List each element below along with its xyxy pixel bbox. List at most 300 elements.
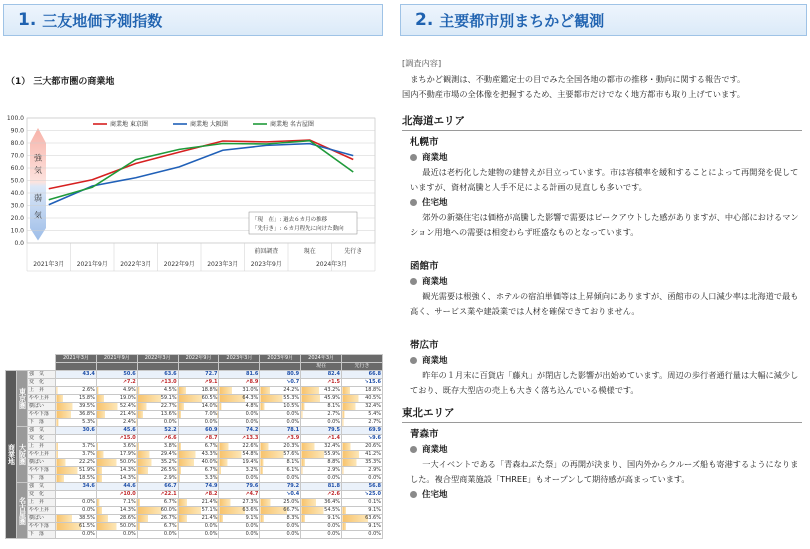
y-tick-label: 0.0 bbox=[14, 240, 24, 247]
row-label: 下 落 bbox=[28, 531, 56, 539]
row-label: 強 気 bbox=[28, 427, 56, 435]
row-label: 上 昇 bbox=[28, 387, 56, 395]
x-tick-label: 2022年9月 bbox=[163, 261, 195, 268]
table-cell: 0.1% bbox=[342, 499, 383, 507]
table-cell: 14.3% bbox=[96, 467, 137, 475]
bullet-icon bbox=[410, 199, 417, 206]
table-cell: ↗4.7 bbox=[219, 491, 260, 499]
x-tick-label: 2023年9月 bbox=[250, 261, 282, 268]
band-label-strong: 気 bbox=[34, 166, 42, 175]
table-cell: 0.0% bbox=[178, 523, 219, 531]
table-cell: 66.7% bbox=[260, 507, 301, 515]
category-label: 商業地 bbox=[422, 152, 448, 163]
row-label: 強 気 bbox=[28, 483, 56, 491]
table-cell: 3.3% bbox=[178, 475, 219, 483]
intro-text: 国内不動産市場の全体像を把握するため、主要都市だけでなく地方都市も取り上げています。 bbox=[402, 89, 745, 99]
band-label-weak: 気 bbox=[34, 211, 42, 220]
table-cell: 43.4 bbox=[56, 371, 97, 379]
table-cell: 4.9% bbox=[96, 387, 137, 395]
section-title: 主要都市別まちかど観測 bbox=[439, 11, 605, 30]
table-cell: 44.6 bbox=[96, 483, 137, 491]
table-row bbox=[6, 483, 383, 491]
y-tick-label: 20.0 bbox=[10, 215, 24, 222]
table-cell: 14.3% bbox=[96, 475, 137, 483]
legend-entry: 商業地 名古屋圏 bbox=[270, 121, 314, 128]
survey-heading: [調査内容] bbox=[402, 58, 442, 68]
column-header: 2023年3月 bbox=[219, 355, 260, 363]
table-row bbox=[6, 443, 383, 451]
table-cell: 50.0% bbox=[96, 459, 137, 467]
row-label: やや下落 bbox=[28, 411, 56, 419]
table-cell: 0.0% bbox=[260, 419, 301, 427]
table-cell: 8.8% bbox=[301, 459, 342, 467]
table-cell: 2.9% bbox=[342, 467, 383, 475]
column-header bbox=[342, 355, 383, 363]
region-label: 名古屋圏 bbox=[17, 483, 28, 539]
body-text: 最近は老朽化した建物の建替えが目立っています。市は容積率を緩和することによって再開発を促していますが、資材高騰と人手不足による計画の見直しも多いです。 bbox=[410, 166, 799, 192]
table-cell: 0.0% bbox=[56, 507, 97, 515]
table-cell: 7.1% bbox=[96, 499, 137, 507]
table-cell: 26.7% bbox=[137, 515, 178, 523]
table-cell: 59.1% bbox=[137, 395, 178, 403]
city-heading-obihiro: 帯広市 bbox=[410, 339, 439, 351]
table-cell: 14.3% bbox=[96, 507, 137, 515]
table-cell: 18.8% bbox=[342, 387, 383, 395]
table-cell: 50.6 bbox=[96, 371, 137, 379]
table-cell: ↗7.2 bbox=[96, 379, 137, 387]
column-header: 2023年9月 bbox=[260, 355, 301, 363]
table-cell: 40.0% bbox=[178, 459, 219, 467]
y-tick-label: 80.0 bbox=[10, 140, 24, 147]
y-tick-label: 100.0 bbox=[6, 115, 24, 122]
table-row bbox=[6, 467, 383, 475]
table-cell: ↗6.6 bbox=[137, 435, 178, 443]
column-header: 2024年3月 bbox=[301, 355, 342, 363]
row-label: 上 昇 bbox=[28, 443, 56, 451]
table-cell: 31.0% bbox=[219, 387, 260, 395]
category-commercial bbox=[410, 151, 802, 165]
table-cell: 5.4% bbox=[342, 411, 383, 419]
table-cell: 6.1% bbox=[260, 467, 301, 475]
table-cell: 21.4% bbox=[178, 499, 219, 507]
table-cell: 0.0% bbox=[342, 531, 383, 539]
table-cell: 63.6% bbox=[342, 515, 383, 523]
x-tick-label: 現在 bbox=[303, 248, 316, 255]
bullet-icon bbox=[410, 446, 417, 453]
table-cell: 63.6% bbox=[219, 507, 260, 515]
table-cell: 18.8% bbox=[178, 387, 219, 395]
table-cell: 30.6 bbox=[56, 427, 97, 435]
category-residential bbox=[410, 488, 802, 502]
table-cell: ↗13.0 bbox=[137, 379, 178, 387]
column-subheader: 先行き bbox=[342, 363, 383, 371]
table-cell: 60.5% bbox=[178, 395, 219, 403]
table-cell: 20.3% bbox=[260, 443, 301, 451]
table-cell: 52.2 bbox=[137, 427, 178, 435]
category-label: 商業地 bbox=[422, 444, 448, 455]
y-tick-label: 10.0 bbox=[10, 227, 24, 235]
table-cell: 4.5% bbox=[137, 387, 178, 395]
table-cell: 19.4% bbox=[219, 459, 260, 467]
table-cell: 79.5 bbox=[301, 427, 342, 435]
forecast-table bbox=[5, 354, 383, 539]
category-residential bbox=[410, 196, 802, 210]
table-cell: 41.2% bbox=[342, 451, 383, 459]
table-cell: 60.0% bbox=[137, 507, 178, 515]
table-cell: 0.0% bbox=[56, 499, 97, 507]
table-cell: ↘0.4 bbox=[260, 491, 301, 499]
table-cell: 74.9 bbox=[178, 483, 219, 491]
x-tick-label: 2024年3月 bbox=[315, 261, 348, 268]
table-row bbox=[6, 379, 383, 387]
category-label: 商業地 bbox=[422, 276, 448, 287]
table-cell: 56.8 bbox=[342, 483, 383, 491]
table-cell: 40.5% bbox=[342, 395, 383, 403]
table-cell: 9.1% bbox=[219, 515, 260, 523]
x-tick-label: 2021年3月 bbox=[33, 261, 65, 268]
band-label-weak: 弱 bbox=[34, 193, 42, 203]
table-cell: 55.9% bbox=[301, 451, 342, 459]
table-cell: 69.9 bbox=[342, 427, 383, 435]
table-row bbox=[6, 515, 383, 523]
region-label: 東京圏 bbox=[17, 371, 28, 427]
table-cell: 4.8% bbox=[219, 403, 260, 411]
table-cell: ↘25.0 bbox=[342, 491, 383, 499]
row-label: やや上昇 bbox=[28, 395, 56, 403]
table-cell: ↘15.6 bbox=[342, 379, 383, 387]
table-cell: 35.2% bbox=[137, 459, 178, 467]
table-row bbox=[6, 403, 383, 411]
table-cell: 0.0% bbox=[260, 475, 301, 483]
section-title: 三友地価予測指数 bbox=[42, 11, 163, 30]
table-cell: 2.9% bbox=[301, 467, 342, 475]
row-label: 強 気 bbox=[28, 371, 56, 379]
table-cell: 66.8 bbox=[342, 371, 383, 379]
x-tick-label: 先行き bbox=[344, 248, 363, 255]
category-label: 商業地 bbox=[422, 355, 448, 366]
table-cell: 61.5% bbox=[56, 523, 97, 531]
row-label: やや上昇 bbox=[28, 451, 56, 459]
table-cell: 80.9 bbox=[260, 371, 301, 379]
table-cell: 9.1% bbox=[342, 507, 383, 515]
table-cell: 6.7% bbox=[137, 499, 178, 507]
row-label: 変 化 bbox=[28, 491, 56, 499]
column-subheader bbox=[260, 363, 301, 371]
row-label: 横ばい bbox=[28, 459, 56, 467]
y-tick-label: 70.0 bbox=[10, 152, 24, 160]
table-side-label: 商業地 bbox=[6, 371, 17, 539]
x-tick-label: 2021年9月 bbox=[76, 261, 108, 268]
table-cell: 43.3% bbox=[178, 451, 219, 459]
body-text: 一大イベントである「青森ねぶた祭」の再開が決まり、国内外からクルーズ船も寄港するようになりました。複合型商業施設「THREE」もオープンして期待感が高まっています。 bbox=[410, 458, 799, 484]
table-cell: 28.6% bbox=[96, 515, 137, 523]
table-cell: 2.6% bbox=[56, 387, 97, 395]
table-cell: 3.6% bbox=[96, 443, 137, 451]
section-header-left bbox=[3, 4, 383, 36]
table-cell: 6.7% bbox=[137, 523, 178, 531]
table-cell bbox=[56, 379, 97, 387]
y-tick-label: 90.0 bbox=[10, 127, 24, 135]
table-row bbox=[6, 419, 383, 427]
table-cell: 0.0% bbox=[219, 411, 260, 419]
city-heading-hakodate: 函館市 bbox=[410, 260, 439, 272]
bullet-icon bbox=[410, 357, 417, 364]
body-text: 郊外の新築住宅は価格が高騰した影響で需要はピークアウトした感がありますが、中心部におけるマンション用地への需要は相変わらず旺盛なものとなっています。 bbox=[410, 211, 799, 237]
table-cell: 0.0% bbox=[260, 531, 301, 539]
row-label: やや上昇 bbox=[28, 507, 56, 515]
table-row bbox=[6, 395, 383, 403]
row-label: やや下落 bbox=[28, 467, 56, 475]
section-number: 2. bbox=[415, 10, 434, 30]
column-header: 2021年9月 bbox=[96, 355, 137, 363]
table-cell: 0.0% bbox=[301, 531, 342, 539]
category-commercial bbox=[410, 275, 802, 289]
table-cell: ↗8.7 bbox=[178, 435, 219, 443]
table-corner bbox=[6, 355, 56, 371]
chart-subheading: （1） 三大都市圏の商業地 bbox=[6, 77, 115, 87]
legend-entry: 商業地 東京圏 bbox=[110, 121, 148, 128]
table-row bbox=[6, 531, 383, 539]
table-cell: 17.9% bbox=[96, 451, 137, 459]
table-cell: 7.0% bbox=[178, 411, 219, 419]
category-commercial bbox=[410, 443, 802, 457]
table-cell: 0.0% bbox=[301, 523, 342, 531]
table-cell: 0.0% bbox=[301, 419, 342, 427]
table-row bbox=[6, 427, 383, 435]
table-cell: 9.1% bbox=[301, 515, 342, 523]
table-cell: 50.0% bbox=[96, 523, 137, 531]
table-cell: 8.3% bbox=[260, 515, 301, 523]
table-cell: 72.7 bbox=[178, 371, 219, 379]
table-cell: 25.0% bbox=[260, 499, 301, 507]
table-cell: 52.4% bbox=[96, 403, 137, 411]
category-commercial bbox=[410, 354, 802, 368]
table-cell: 22.6% bbox=[219, 443, 260, 451]
bullet-icon bbox=[410, 278, 417, 285]
band-label-strong: 強 bbox=[34, 153, 42, 163]
row-label: 変 化 bbox=[28, 435, 56, 443]
table-cell: 60.9 bbox=[178, 427, 219, 435]
table-cell: 66.7 bbox=[137, 483, 178, 491]
column-header: 2021年3月 bbox=[56, 355, 97, 363]
row-label: 横ばい bbox=[28, 403, 56, 411]
section-header-right bbox=[400, 4, 807, 36]
table-cell: 81.6 bbox=[219, 371, 260, 379]
table-cell: 79.2 bbox=[260, 483, 301, 491]
table-cell: 43.2% bbox=[301, 387, 342, 395]
table-cell: 0.0% bbox=[137, 531, 178, 539]
table-cell: 36.8% bbox=[56, 411, 97, 419]
table-cell: 81.8 bbox=[301, 483, 342, 491]
x-tick-label: 前回調査 bbox=[254, 248, 279, 255]
table-cell: 0.0% bbox=[260, 523, 301, 531]
row-label: 変 化 bbox=[28, 379, 56, 387]
table-cell: 21.4% bbox=[178, 515, 219, 523]
table-row bbox=[6, 507, 383, 515]
table-cell: ↗9.1 bbox=[178, 379, 219, 387]
table-cell: 8.1% bbox=[301, 403, 342, 411]
table-cell: 3.7% bbox=[56, 451, 97, 459]
table-cell: ↘0.7 bbox=[260, 379, 301, 387]
row-label: 下 落 bbox=[28, 419, 56, 427]
column-header: 2022年9月 bbox=[178, 355, 219, 363]
table-cell: 6.7% bbox=[178, 467, 219, 475]
table-cell: ↗15.0 bbox=[96, 435, 137, 443]
y-tick-label: 30.0 bbox=[10, 202, 24, 210]
table-row bbox=[6, 523, 383, 531]
table-cell: 14.0% bbox=[178, 403, 219, 411]
table-cell: 0.0% bbox=[219, 523, 260, 531]
table-cell: ↗3.9 bbox=[260, 435, 301, 443]
body-text: 昨年の１月末に百貨店「藤丸」が閉店した影響が出始めています。周辺の歩行者通行量は大幅に減少しており、既存大型店の売上も大きく落ち込んでいる模様です。 bbox=[410, 369, 799, 395]
table-cell: 57.1% bbox=[178, 507, 219, 515]
table-cell: 0.0% bbox=[96, 531, 137, 539]
table-cell: 3.2% bbox=[219, 467, 260, 475]
table-cell: 2.4% bbox=[96, 419, 137, 427]
region-label: 大阪圏 bbox=[17, 427, 28, 483]
column-subheader bbox=[96, 363, 137, 371]
table-cell: 2.7% bbox=[342, 419, 383, 427]
table-cell: 36.4% bbox=[301, 499, 342, 507]
table-cell: 0.0% bbox=[342, 475, 383, 483]
intro-text: まちかど観測は、不動産鑑定士の目でみた全国各地の都市の推移・動向に関する報告です。 bbox=[410, 73, 746, 84]
table-row bbox=[6, 499, 383, 507]
table-cell: 26.5% bbox=[137, 467, 178, 475]
table-cell: 2.7% bbox=[301, 411, 342, 419]
row-label: 上 昇 bbox=[28, 499, 56, 507]
table-cell: ↘9.6 bbox=[342, 435, 383, 443]
table-cell: 0.0% bbox=[260, 411, 301, 419]
bullet-icon bbox=[410, 491, 417, 498]
table-cell: 32.4% bbox=[342, 403, 383, 411]
column-subheader: 現在 bbox=[301, 363, 342, 371]
table-cell: 57.6% bbox=[260, 451, 301, 459]
table-cell: 19.0% bbox=[96, 395, 137, 403]
table-cell: 0.0% bbox=[219, 531, 260, 539]
category-label: 住宅地 bbox=[422, 197, 448, 208]
table-header-row bbox=[6, 355, 383, 363]
table-cell: 8.1% bbox=[260, 459, 301, 467]
row-label: 下 落 bbox=[28, 475, 56, 483]
table-cell: 27.3% bbox=[219, 499, 260, 507]
column-subheader bbox=[137, 363, 178, 371]
table-cell: 51.9% bbox=[56, 467, 97, 475]
table-cell: 9.1% bbox=[342, 523, 383, 531]
column-subheader bbox=[219, 363, 260, 371]
table-cell: 54.5% bbox=[301, 507, 342, 515]
table-cell: 39.5% bbox=[56, 403, 97, 411]
table-cell: ↗1.5 bbox=[301, 379, 342, 387]
x-tick-label: 2022年3月 bbox=[120, 261, 152, 268]
y-tick-label: 50.0 bbox=[10, 177, 24, 185]
row-label: やや下落 bbox=[28, 523, 56, 531]
right-column bbox=[402, 56, 802, 502]
city-heading-sapporo: 札幌市 bbox=[410, 136, 439, 148]
table-cell: 13.6% bbox=[137, 411, 178, 419]
table-cell: ↗13.3 bbox=[219, 435, 260, 443]
table-cell: 0.0% bbox=[301, 475, 342, 483]
column-subheader bbox=[178, 363, 219, 371]
y-tick-label: 60.0 bbox=[10, 165, 24, 172]
table-row bbox=[6, 435, 383, 443]
table-row bbox=[6, 451, 383, 459]
chart-svg bbox=[3, 112, 383, 276]
table-cell: 24.2% bbox=[260, 387, 301, 395]
table-cell: 0.0% bbox=[178, 419, 219, 427]
table-row bbox=[6, 411, 383, 419]
line-chart bbox=[3, 112, 383, 276]
table-cell: 0.0% bbox=[56, 531, 97, 539]
x-tick-label: 2023年3月 bbox=[207, 261, 239, 268]
table-cell: 45.6 bbox=[96, 427, 137, 435]
section-number: 1. bbox=[18, 10, 37, 30]
table-cell: 35.3% bbox=[342, 459, 383, 467]
table-cell: 54.8% bbox=[219, 451, 260, 459]
table-cell: 38.5% bbox=[56, 515, 97, 523]
table-cell: 82.4 bbox=[301, 371, 342, 379]
column-subheader bbox=[56, 363, 97, 371]
table-cell: 6.7% bbox=[178, 443, 219, 451]
table-cell: 64.3% bbox=[219, 395, 260, 403]
legend-entry: 商業地 大阪圏 bbox=[190, 121, 228, 128]
row-label: 横ばい bbox=[28, 515, 56, 523]
table-cell: 34.6 bbox=[56, 483, 97, 491]
table-cell: 45.9% bbox=[301, 395, 342, 403]
table-cell bbox=[56, 491, 97, 499]
table-cell: 18.5% bbox=[56, 475, 97, 483]
table-cell: ↗1.4 bbox=[301, 435, 342, 443]
data-table bbox=[5, 354, 383, 546]
table-cell: 0.0% bbox=[137, 419, 178, 427]
table-cell: 20.6% bbox=[342, 443, 383, 451]
table-row bbox=[6, 491, 383, 499]
table-cell: 3.8% bbox=[137, 443, 178, 451]
category-label: 住宅地 bbox=[422, 489, 448, 500]
table-cell: 2.9% bbox=[137, 475, 178, 483]
note-line: 「現 在」: 過去６カ月の推移 bbox=[252, 217, 328, 223]
table-cell: ↗8.9 bbox=[219, 379, 260, 387]
table-cell: 55.3% bbox=[260, 395, 301, 403]
table-cell: ↗2.6 bbox=[301, 491, 342, 499]
table-cell: 22.2% bbox=[56, 459, 97, 467]
table-cell: 74.2 bbox=[219, 427, 260, 435]
table-cell: ↗8.2 bbox=[178, 491, 219, 499]
table-row bbox=[6, 475, 383, 483]
table-cell: 0.0% bbox=[219, 475, 260, 483]
table-cell: 29.4% bbox=[137, 451, 178, 459]
bullet-icon bbox=[410, 154, 417, 161]
table-cell: ↗22.1 bbox=[137, 491, 178, 499]
note-line: 「先行き」: ６カ月程先に向けた動向 bbox=[252, 226, 344, 232]
table-header-row bbox=[6, 363, 383, 371]
table-cell: 10.5% bbox=[260, 403, 301, 411]
table-cell: 22.7% bbox=[137, 403, 178, 411]
table-cell: 79.6 bbox=[219, 483, 260, 491]
table-cell: 5.3% bbox=[56, 419, 97, 427]
table-cell: 0.0% bbox=[178, 531, 219, 539]
table-cell bbox=[56, 435, 97, 443]
table-cell: 78.1 bbox=[260, 427, 301, 435]
area-heading-tohoku: 東北エリア bbox=[402, 405, 802, 423]
table-row bbox=[6, 387, 383, 395]
body-text: 観光需要は根強く、ホテルの宿泊単価等は上昇傾向にありますが、函館市の人口減少率は北海道で最も高く、サービス業や建設業では人材を確保できておりません。 bbox=[410, 290, 799, 316]
table-cell: 0.0% bbox=[219, 419, 260, 427]
y-tick-label: 40.0 bbox=[10, 190, 24, 197]
table-cell: 63.6 bbox=[137, 371, 178, 379]
table-row bbox=[6, 459, 383, 467]
city-heading-aomori: 青森市 bbox=[410, 428, 439, 440]
table-cell: 3.7% bbox=[56, 443, 97, 451]
